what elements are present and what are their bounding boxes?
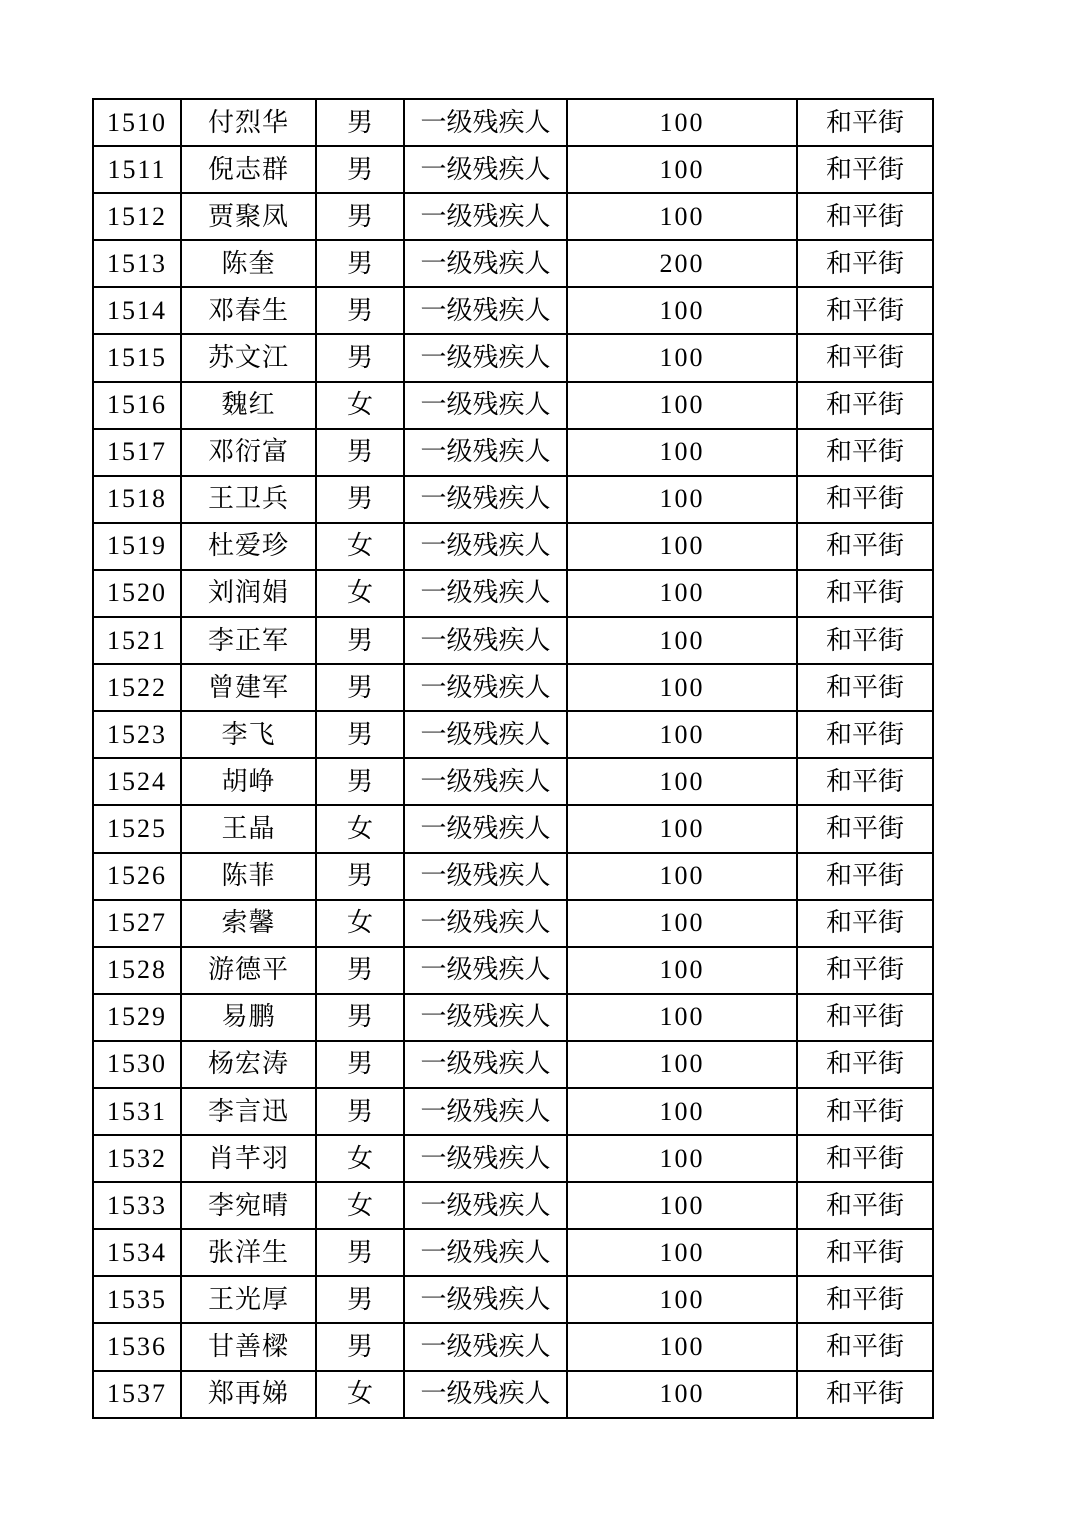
- cell-name: 李正军: [181, 617, 316, 664]
- table-row: [93, 805, 933, 852]
- table-row: [93, 570, 933, 617]
- cell-serial: 1521: [93, 617, 181, 664]
- cell-gender: 男: [316, 711, 404, 758]
- table-row: [93, 523, 933, 570]
- table-row: [93, 334, 933, 381]
- cell-serial: 1513: [93, 240, 181, 287]
- table-row: [93, 758, 933, 805]
- cell-amount: 100: [567, 429, 797, 476]
- cell-category: 一级残疾人: [404, 287, 567, 334]
- cell-category: 一级残疾人: [404, 900, 567, 947]
- table-row: [93, 1182, 933, 1229]
- table-row: [93, 1323, 933, 1370]
- cell-gender: 男: [316, 334, 404, 381]
- cell-gender: 女: [316, 805, 404, 852]
- cell-street: 和平街: [797, 805, 933, 852]
- cell-category: 一级残疾人: [404, 617, 567, 664]
- cell-name: 甘善樑: [181, 1323, 316, 1370]
- cell-category: 一级残疾人: [404, 1135, 567, 1182]
- cell-gender: 男: [316, 476, 404, 523]
- cell-name: 倪志群: [181, 146, 316, 193]
- cell-gender: 女: [316, 523, 404, 570]
- cell-street: 和平街: [797, 570, 933, 617]
- cell-category: 一级残疾人: [404, 1229, 567, 1276]
- cell-gender: 男: [316, 994, 404, 1041]
- cell-street: 和平街: [797, 900, 933, 947]
- cell-name: 李宛晴: [181, 1182, 316, 1229]
- cell-street: 和平街: [797, 1041, 933, 1088]
- cell-gender: 男: [316, 617, 404, 664]
- cell-category: 一级残疾人: [404, 429, 567, 476]
- cell-name: 魏红: [181, 382, 316, 429]
- cell-gender: 男: [316, 429, 404, 476]
- cell-street: 和平街: [797, 334, 933, 381]
- table-row: [93, 1229, 933, 1276]
- cell-street: 和平街: [797, 1323, 933, 1370]
- cell-serial: 1520: [93, 570, 181, 617]
- cell-amount: 100: [567, 287, 797, 334]
- table-row: [93, 947, 933, 994]
- cell-amount: 100: [567, 1276, 797, 1323]
- cell-serial: 1515: [93, 334, 181, 381]
- cell-amount: 100: [567, 711, 797, 758]
- cell-name: 王卫兵: [181, 476, 316, 523]
- table-row: [93, 287, 933, 334]
- cell-name: 陈菲: [181, 853, 316, 900]
- cell-serial: 1522: [93, 664, 181, 711]
- cell-name: 王光厚: [181, 1276, 316, 1323]
- cell-name: 李言迅: [181, 1088, 316, 1135]
- cell-name: 陈奎: [181, 240, 316, 287]
- cell-amount: 100: [567, 99, 797, 146]
- cell-street: 和平街: [797, 994, 933, 1041]
- cell-category: 一级残疾人: [404, 334, 567, 381]
- cell-amount: 100: [567, 758, 797, 805]
- cell-category: 一级残疾人: [404, 193, 567, 240]
- cell-serial: 1534: [93, 1229, 181, 1276]
- cell-gender: 男: [316, 99, 404, 146]
- cell-street: 和平街: [797, 523, 933, 570]
- table-row: [93, 382, 933, 429]
- cell-name: 杜爱珍: [181, 523, 316, 570]
- cell-name: 邓衍富: [181, 429, 316, 476]
- table-row: [93, 1135, 933, 1182]
- cell-category: 一级残疾人: [404, 146, 567, 193]
- table-row: [93, 853, 933, 900]
- cell-amount: 100: [567, 853, 797, 900]
- cell-gender: 女: [316, 1371, 404, 1418]
- cell-name: 张洋生: [181, 1229, 316, 1276]
- cell-category: 一级残疾人: [404, 947, 567, 994]
- cell-amount: 100: [567, 664, 797, 711]
- cell-street: 和平街: [797, 287, 933, 334]
- table-row: [93, 146, 933, 193]
- cell-street: 和平街: [797, 1182, 933, 1229]
- cell-name: 李飞: [181, 711, 316, 758]
- cell-amount: 100: [567, 146, 797, 193]
- roster-table: [92, 98, 934, 1419]
- cell-name: 胡峥: [181, 758, 316, 805]
- cell-amount: 100: [567, 1371, 797, 1418]
- cell-street: 和平街: [797, 1276, 933, 1323]
- cell-amount: 100: [567, 1323, 797, 1370]
- cell-amount: 100: [567, 994, 797, 1041]
- cell-category: 一级残疾人: [404, 99, 567, 146]
- roster-table-body: [93, 99, 933, 1418]
- cell-amount: 100: [567, 1182, 797, 1229]
- cell-category: 一级残疾人: [404, 853, 567, 900]
- cell-street: 和平街: [797, 1229, 933, 1276]
- cell-gender: 男: [316, 193, 404, 240]
- cell-amount: 100: [567, 1041, 797, 1088]
- cell-gender: 男: [316, 853, 404, 900]
- cell-serial: 1516: [93, 382, 181, 429]
- cell-category: 一级残疾人: [404, 711, 567, 758]
- cell-gender: 女: [316, 570, 404, 617]
- cell-street: 和平街: [797, 146, 933, 193]
- cell-serial: 1519: [93, 523, 181, 570]
- cell-amount: 100: [567, 570, 797, 617]
- cell-name: 王晶: [181, 805, 316, 852]
- cell-gender: 女: [316, 382, 404, 429]
- cell-category: 一级残疾人: [404, 476, 567, 523]
- cell-category: 一级残疾人: [404, 570, 567, 617]
- table-row: [93, 617, 933, 664]
- cell-serial: 1526: [93, 853, 181, 900]
- cell-name: 曾建军: [181, 664, 316, 711]
- cell-category: 一级残疾人: [404, 1041, 567, 1088]
- cell-amount: 200: [567, 240, 797, 287]
- cell-serial: 1533: [93, 1182, 181, 1229]
- cell-street: 和平街: [797, 382, 933, 429]
- cell-category: 一级残疾人: [404, 758, 567, 805]
- cell-amount: 100: [567, 382, 797, 429]
- cell-serial: 1514: [93, 287, 181, 334]
- cell-gender: 男: [316, 758, 404, 805]
- cell-amount: 100: [567, 1135, 797, 1182]
- cell-serial: 1532: [93, 1135, 181, 1182]
- cell-gender: 男: [316, 1276, 404, 1323]
- cell-gender: 男: [316, 240, 404, 287]
- cell-category: 一级残疾人: [404, 1088, 567, 1135]
- cell-street: 和平街: [797, 711, 933, 758]
- cell-name: 贾聚凤: [181, 193, 316, 240]
- cell-amount: 100: [567, 334, 797, 381]
- cell-street: 和平街: [797, 853, 933, 900]
- cell-serial: 1537: [93, 1371, 181, 1418]
- cell-street: 和平街: [797, 476, 933, 523]
- cell-serial: 1528: [93, 947, 181, 994]
- table-row: [93, 193, 933, 240]
- cell-street: 和平街: [797, 617, 933, 664]
- cell-amount: 100: [567, 1229, 797, 1276]
- cell-serial: 1531: [93, 1088, 181, 1135]
- cell-serial: 1518: [93, 476, 181, 523]
- cell-name: 郑再娣: [181, 1371, 316, 1418]
- cell-category: 一级残疾人: [404, 1323, 567, 1370]
- cell-serial: 1512: [93, 193, 181, 240]
- cell-category: 一级残疾人: [404, 664, 567, 711]
- cell-category: 一级残疾人: [404, 240, 567, 287]
- table-row: [93, 429, 933, 476]
- cell-name: 游德平: [181, 947, 316, 994]
- cell-serial: 1511: [93, 146, 181, 193]
- cell-name: 杨宏涛: [181, 1041, 316, 1088]
- cell-amount: 100: [567, 523, 797, 570]
- table-row: [93, 1088, 933, 1135]
- table-row: [93, 476, 933, 523]
- cell-name: 邓春生: [181, 287, 316, 334]
- cell-serial: 1530: [93, 1041, 181, 1088]
- cell-gender: 男: [316, 287, 404, 334]
- cell-category: 一级残疾人: [404, 382, 567, 429]
- cell-street: 和平街: [797, 240, 933, 287]
- cell-amount: 100: [567, 947, 797, 994]
- cell-amount: 100: [567, 1088, 797, 1135]
- cell-amount: 100: [567, 617, 797, 664]
- table-row: [93, 1371, 933, 1418]
- cell-gender: 男: [316, 146, 404, 193]
- cell-street: 和平街: [797, 429, 933, 476]
- cell-serial: 1524: [93, 758, 181, 805]
- cell-category: 一级残疾人: [404, 523, 567, 570]
- cell-name: 苏文江: [181, 334, 316, 381]
- cell-serial: 1523: [93, 711, 181, 758]
- cell-gender: 男: [316, 1088, 404, 1135]
- cell-gender: 男: [316, 947, 404, 994]
- cell-amount: 100: [567, 900, 797, 947]
- cell-category: 一级残疾人: [404, 1371, 567, 1418]
- cell-amount: 100: [567, 805, 797, 852]
- cell-category: 一级残疾人: [404, 1182, 567, 1229]
- cell-serial: 1517: [93, 429, 181, 476]
- cell-amount: 100: [567, 476, 797, 523]
- table-row: [93, 711, 933, 758]
- cell-name: 易鹏: [181, 994, 316, 1041]
- cell-gender: 女: [316, 900, 404, 947]
- cell-serial: 1525: [93, 805, 181, 852]
- cell-street: 和平街: [797, 1088, 933, 1135]
- table-row: [93, 1041, 933, 1088]
- cell-serial: 1510: [93, 99, 181, 146]
- cell-serial: 1527: [93, 900, 181, 947]
- cell-street: 和平街: [797, 947, 933, 994]
- cell-serial: 1536: [93, 1323, 181, 1370]
- cell-street: 和平街: [797, 664, 933, 711]
- cell-street: 和平街: [797, 193, 933, 240]
- cell-name: 肖芊羽: [181, 1135, 316, 1182]
- table-row: [93, 99, 933, 146]
- table-row: [93, 664, 933, 711]
- cell-gender: 男: [316, 1041, 404, 1088]
- cell-gender: 男: [316, 1229, 404, 1276]
- cell-gender: 男: [316, 1323, 404, 1370]
- cell-name: 索馨: [181, 900, 316, 947]
- cell-gender: 女: [316, 1182, 404, 1229]
- cell-street: 和平街: [797, 1135, 933, 1182]
- table-row: [93, 900, 933, 947]
- cell-amount: 100: [567, 193, 797, 240]
- cell-gender: 女: [316, 1135, 404, 1182]
- cell-serial: 1529: [93, 994, 181, 1041]
- cell-street: 和平街: [797, 758, 933, 805]
- cell-street: 和平街: [797, 99, 933, 146]
- table-row: [93, 240, 933, 287]
- cell-serial: 1535: [93, 1276, 181, 1323]
- cell-name: 刘润娟: [181, 570, 316, 617]
- cell-gender: 男: [316, 664, 404, 711]
- table-row: [93, 1276, 933, 1323]
- table-row: [93, 994, 933, 1041]
- cell-street: 和平街: [797, 1371, 933, 1418]
- cell-category: 一级残疾人: [404, 1276, 567, 1323]
- cell-category: 一级残疾人: [404, 805, 567, 852]
- cell-name: 付烈华: [181, 99, 316, 146]
- cell-category: 一级残疾人: [404, 994, 567, 1041]
